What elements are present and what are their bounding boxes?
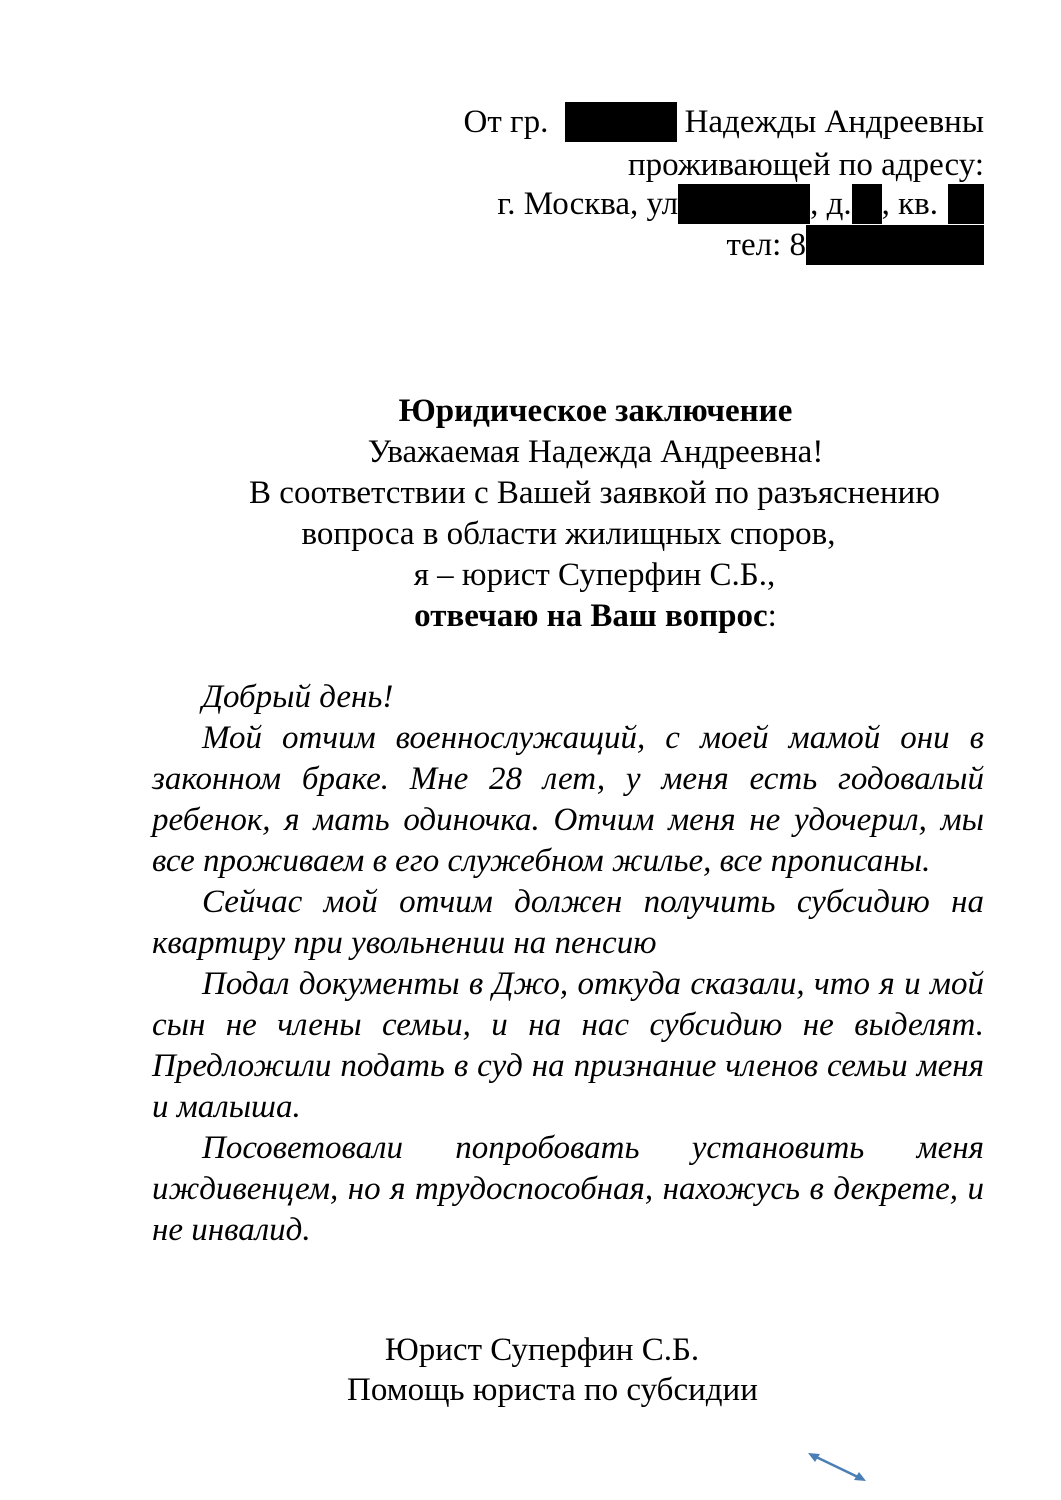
intro-line-4 (65, 596, 1061, 636)
address-line (497, 184, 984, 224)
greeting: Уважаемая Надежда Андреевна! (367, 434, 824, 470)
phone-prefix: тел: 8 (726, 227, 806, 263)
residing-line: проживающей по адресу: (628, 147, 984, 183)
redacted-surname (565, 102, 677, 142)
phone-line (727, 225, 984, 265)
signature-name: Юрист Суперфин С.Б. (384, 1332, 700, 1368)
question-paragraph: Подал документы в Джо, откуда сказали, что я и мой сын не члены семьи, и на нас субсидию не выделят. Предложили подать в суд на признание членов семьи меня и малыша. (152, 966, 984, 1125)
document-title: Юридическое заключение (398, 393, 793, 429)
address-apt: , кв. (881, 186, 938, 222)
question-paragraph: Добрый день! (202, 679, 394, 715)
redacted-phone (806, 225, 984, 265)
sender-name: Надежды Андреевны (684, 104, 984, 140)
resize-diagonal-icon[interactable] (808, 1452, 866, 1482)
question-paragraph: Посоветовали попробовать установить меня иждивенцем, но я трудоспособная, нахожусь в декрете, и не инвалид. (152, 1130, 984, 1248)
redacted-street (678, 184, 810, 224)
redacted-apartment (948, 184, 984, 224)
intro-line-3: я – юрист Суперфин С.Б., (413, 557, 776, 593)
address-house: , д. (810, 186, 852, 222)
sender-line (464, 102, 984, 142)
intro-line-1: В соответствии с Вашей заявкой по разъяснению (249, 475, 940, 511)
sender-prefix: От гр. (463, 104, 549, 140)
question-paragraph: Сейчас мой отчим должен получить субсидию на квартиру при увольнении на пенсию (152, 884, 984, 961)
intro-answer-colon: : (767, 598, 777, 634)
intro-answer-bold: отвечаю на Ваш вопрос (414, 598, 768, 634)
question-text (152, 677, 984, 1251)
signature-subtitle: Помощь юриста по субсидии (347, 1372, 758, 1408)
redacted-house-number (852, 184, 882, 224)
address-city: г. Москва, ул (497, 186, 679, 222)
intro-line-2: вопроса в области жилищных споров, (301, 516, 836, 552)
question-paragraph: Мой отчим военнослужащий, с моей мамой они в законном браке. Мне 28 лет, у меня есть годовалый ребенок, я мать одиночка. Отчим меня не удочерил, мы все проживаем в его служебном жилье, все прописаны. (152, 720, 984, 879)
